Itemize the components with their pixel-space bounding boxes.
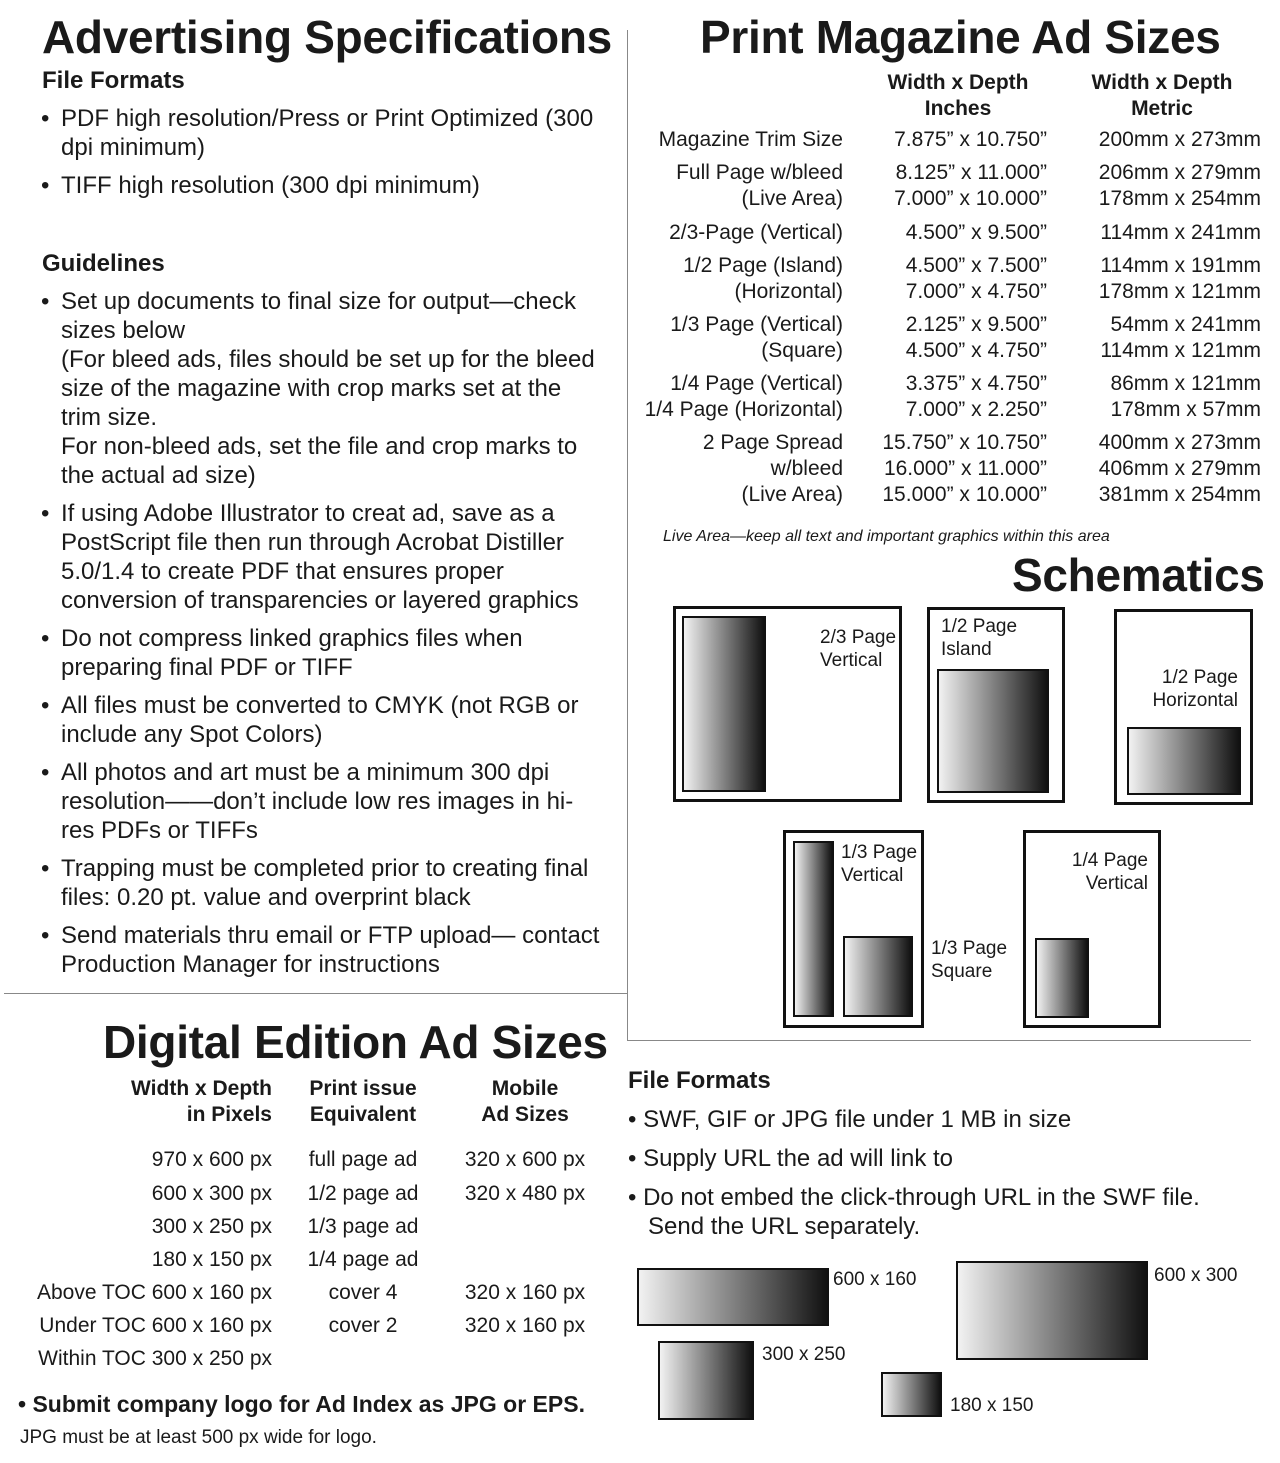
col-header-print-equivalent: Print issue Equivalent [309, 1077, 417, 1126]
print-table-cell: Magazine Trim Size [658, 128, 843, 151]
list-item: • Trapping must be completed prior to creating final files: 0.20 pt. value and overprint black [41, 854, 601, 912]
digital-table-cell: 1/2 page ad [307, 1182, 419, 1205]
schematic-label: 1/3 Page Vertical [841, 842, 918, 886]
digital-table-cell: 320 x 600 px [464, 1148, 586, 1171]
print-table-cell: 206mm x 279mm [1098, 161, 1261, 184]
print-table-cell: 2/3-Page (Vertical) [669, 221, 843, 244]
digital-table-cell: full page ad [308, 1148, 418, 1171]
print-table-cell: 381mm x 254mm [1098, 483, 1261, 506]
list-item: • SWF, GIF or JPG file under 1 MB in size [628, 1106, 1072, 1133]
print-table-cell: 114mm x 191mm [1100, 254, 1261, 277]
print-table-cell: 178mm x 254mm [1098, 187, 1261, 210]
schematic-label: 1/3 Page Square [931, 938, 1008, 982]
schematic-180x150 [881, 1372, 942, 1417]
print-file-formats-list [41, 104, 601, 209]
schematic-ad-area [937, 669, 1049, 793]
list-item: • Do not embed the click-through URL in the SWF file. [628, 1184, 1200, 1211]
schematics-title: Schematics [1012, 549, 1265, 601]
print-table-cell: 8.125” x 11.000” [895, 161, 1047, 184]
print-table-cell: 54mm x 241mm [1110, 313, 1261, 336]
print-table-cell: (Horizontal) [734, 280, 843, 303]
schematic-label: 1/2 Page Island [941, 616, 1018, 660]
digital-table-cell: 320 x 160 px [464, 1314, 586, 1337]
digital-file-formats-heading: File Formats [628, 1067, 771, 1094]
digital-table-cell: 300 x 250 px [151, 1215, 272, 1238]
list-item: • Do not compress linked graphics files when preparing final PDF or TIFF [41, 624, 601, 682]
print-table-cell: 1/2 Page (Island) [683, 254, 843, 277]
col-header-mobile: Mobile Ad Sizes [481, 1077, 569, 1126]
digital-sizes-title: Digital Edition Ad Sizes [103, 1016, 608, 1068]
print-table-cell: 1/3 Page (Vertical) [670, 313, 843, 336]
schematic-label: 1/2 Page Horizontal [1152, 667, 1238, 711]
list-item: • Send materials thru email or FTP upload— contact Production Manager for instructions [41, 921, 601, 979]
print-table-cell: 7.000” x 4.750” [905, 280, 1047, 303]
col-header-inches: Width x Depth Inches [887, 71, 1029, 120]
schematic-label: 300 x 250 [762, 1344, 846, 1365]
digital-table-cell: 600 x 300 px [151, 1182, 272, 1205]
schematic-label: 1/4 Page Vertical [1071, 850, 1148, 894]
schematic-600x160 [637, 1268, 829, 1326]
col-header-pixels: Width x Depth in Pixels [131, 1077, 272, 1126]
digital-table-cell: 320 x 480 px [464, 1182, 586, 1205]
print-table-cell: 406mm x 279mm [1098, 457, 1261, 480]
list-item: • Set up documents to final size for output—check sizes below (For bleed ads, files should be set up for the bleed size of the magazine with crop marks set at the trim size. For non-bleed ads, set the file and crop marks to the actual ad size) [41, 287, 601, 490]
digital-table-cell: 1/3 page ad [307, 1215, 419, 1238]
guidelines-list [41, 287, 601, 988]
advertising-title: Advertising Specifications [42, 11, 612, 63]
print-table-cell: 114mm x 121mm [1100, 339, 1261, 362]
print-table-cell: 178mm x 57mm [1110, 398, 1261, 421]
digital-table-cell: cover 4 [328, 1281, 398, 1304]
vertical-divider [627, 30, 628, 1040]
schematic-label: 180 x 150 [950, 1395, 1034, 1416]
print-table-cell: 4.500” x 7.500” [905, 254, 1047, 277]
list-item: • All files must be converted to CMYK (not RGB or include any Spot Colors) [41, 691, 601, 749]
print-table-cell: 178mm x 121mm [1098, 280, 1261, 303]
schematic-300x250 [658, 1341, 754, 1420]
schematic-label: 600 x 160 [833, 1269, 917, 1290]
print-table-cell: 4.500” x 9.500” [905, 221, 1047, 244]
file-formats-heading: File Formats [42, 67, 185, 94]
digital-table-cell: 1/4 page ad [307, 1248, 419, 1271]
left-horizontal-divider [4, 993, 628, 994]
print-table-cell: 200mm x 273mm [1098, 128, 1261, 151]
digital-file-formats-list [628, 1105, 1268, 1241]
digital-table-cell: 320 x 160 px [464, 1281, 586, 1304]
print-table-cell: 1/4 Page (Vertical) [670, 372, 843, 395]
print-table-cell: 86mm x 121mm [1110, 372, 1261, 395]
schematic-label: 600 x 300 [1154, 1265, 1238, 1286]
print-table-cell: w/bleed [770, 457, 843, 480]
right-horizontal-divider [627, 1040, 1251, 1041]
list-item: • TIFF high resolution (300 dpi minimum) [41, 171, 601, 200]
schematic-ad-area [843, 936, 913, 1017]
logo-sub-note: JPG must be at least 500 px wide for logo. [20, 1427, 377, 1448]
digital-table-cell: 970 x 600 px [151, 1148, 272, 1171]
list-item: • Supply URL the ad will link to [628, 1145, 953, 1172]
logo-note: • Submit company logo for Ad Index as JPG or EPS. [18, 1391, 585, 1417]
list-item-continued: Send the URL separately. [648, 1213, 921, 1240]
print-table-cell: 400mm x 273mm [1098, 431, 1261, 454]
digital-table-cell: Under TOC 600 x 160 px [39, 1314, 272, 1337]
list-item: • If using Adobe Illustrator to creat ad, save as a PostScript file then run through Acrobat Distiller 5.0/1.4 to create PDF that ensures proper conversion of transparencies or layered graphics [41, 499, 601, 615]
digital-table-cell: cover 2 [328, 1314, 398, 1337]
print-table-cell: 1/4 Page (Horizontal) [644, 398, 843, 421]
live-area-note: Live Area—keep all text and important graphics within this area [663, 528, 1110, 545]
print-table-cell: 16.000” x 11.000” [883, 457, 1047, 480]
schematic-600x300 [956, 1261, 1148, 1360]
list-item: • All photos and art must be a minimum 300 dpi resolution——don’t include low res images in hi-res PDFs or TIFFs [41, 758, 601, 845]
print-table-cell: 4.500” x 4.750” [905, 339, 1047, 362]
col-header-metric: Width x Depth Metric [1091, 71, 1233, 120]
print-table-cell: 3.375” x 4.750” [905, 372, 1047, 395]
print-table-cell: 114mm x 241mm [1100, 221, 1261, 244]
print-table-cell: 7.875” x 10.750” [894, 128, 1047, 151]
digital-table-cell: Within TOC 300 x 250 px [38, 1347, 272, 1370]
digital-table-cell: Above TOC 600 x 160 px [36, 1281, 272, 1304]
print-table-cell: (Live Area) [741, 483, 843, 506]
schematic-label: 2/3 Page Vertical [820, 627, 897, 671]
schematic-ad-area [793, 841, 834, 1017]
digital-table-cell: 180 x 150 px [151, 1248, 272, 1271]
schematic-ad-area [1127, 727, 1241, 795]
schematic-ad-area [1035, 938, 1089, 1018]
print-table-cell: 2.125” x 9.500” [905, 313, 1047, 336]
print-table-cell: (Live Area) [741, 187, 843, 210]
list-item: • PDF high resolution/Press or Print Optimized (300 dpi minimum) [41, 104, 601, 162]
print-table-cell: 15.750” x 10.750” [882, 431, 1047, 454]
print-table-cell: 15.000” x 10.000” [882, 483, 1047, 506]
print-table-cell: 2 Page Spread [702, 431, 843, 454]
print-table-cell: 7.000” x 10.000” [894, 187, 1047, 210]
guidelines-heading: Guidelines [42, 250, 165, 277]
print-table-cell: 7.000” x 2.250” [905, 398, 1047, 421]
schematic-ad-area [682, 616, 766, 792]
print-table-cell: Full Page w/bleed [676, 161, 843, 184]
print-sizes-title: Print Magazine Ad Sizes [700, 11, 1221, 63]
print-table-cell: (Square) [761, 339, 843, 362]
